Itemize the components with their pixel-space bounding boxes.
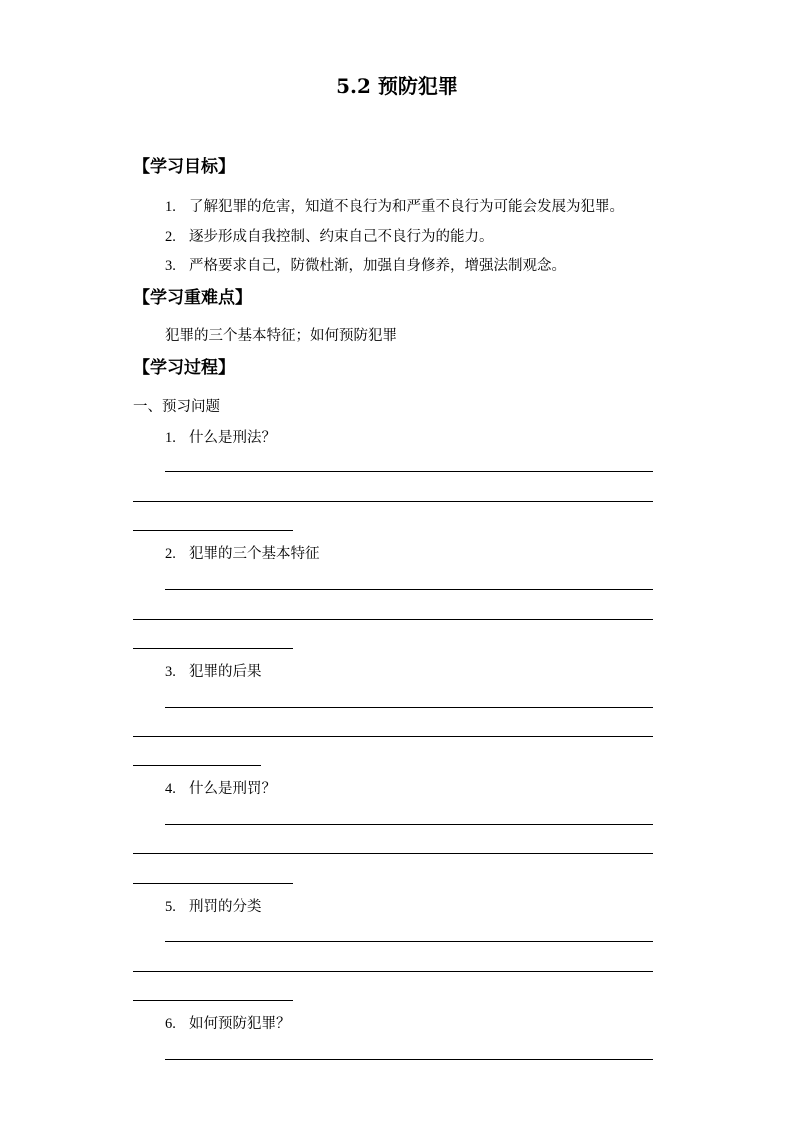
question-text: 刑罚的分类	[189, 899, 262, 915]
question-number: 6.	[165, 1016, 176, 1032]
answer-line[interactable]	[133, 530, 293, 531]
question-item	[165, 426, 276, 447]
question-item	[165, 1012, 291, 1033]
key-points-heading: 【学习重难点】	[133, 288, 252, 308]
answer-line[interactable]	[133, 619, 653, 620]
answer-line[interactable]	[133, 501, 653, 502]
objective-text: 逐步形成自我控制、约束自己不良行为的能力。	[189, 229, 494, 245]
answer-line[interactable]	[165, 941, 653, 942]
question-text: 什么是刑法？	[189, 430, 276, 446]
question-number: 2.	[165, 546, 176, 562]
objective-number: 3.	[165, 258, 176, 274]
process-heading: 【学习过程】	[133, 358, 235, 378]
answer-line[interactable]	[133, 883, 293, 884]
page-title: 5.2 预防犯罪	[336, 74, 458, 98]
question-item	[165, 660, 262, 681]
objective-item	[165, 254, 566, 275]
answer-line[interactable]	[165, 589, 653, 590]
key-points-text: 犯罪的三个基本特征；如何预防犯罪	[165, 328, 397, 344]
objective-number: 2.	[165, 229, 176, 245]
answer-line[interactable]	[133, 971, 653, 972]
objective-text: 了解犯罪的危害，知道不良行为和严重不良行为可能会发展为犯罪。	[189, 199, 624, 215]
question-item	[165, 777, 276, 798]
question-number: 5.	[165, 899, 176, 915]
answer-line[interactable]	[133, 1000, 293, 1001]
question-number: 1.	[165, 430, 176, 446]
answer-line[interactable]	[165, 1059, 653, 1060]
answer-line[interactable]	[133, 853, 653, 854]
objective-item	[165, 195, 624, 216]
objectives-heading: 【学习目标】	[133, 157, 235, 177]
question-item	[165, 895, 262, 916]
answer-line[interactable]	[165, 471, 653, 472]
answer-line[interactable]	[165, 824, 653, 825]
objective-text: 严格要求自己，防微杜渐，加强自身修养，增强法制观念。	[189, 258, 566, 274]
objective-number: 1.	[165, 199, 176, 215]
answer-line[interactable]	[133, 736, 653, 737]
question-number: 4.	[165, 781, 176, 797]
question-text: 犯罪的三个基本特征	[189, 546, 320, 562]
question-text: 犯罪的后果	[189, 664, 262, 680]
answer-line[interactable]	[133, 765, 261, 766]
section-label: 一、预习问题	[133, 399, 220, 415]
question-text: 如何预防犯罪？	[189, 1016, 291, 1032]
objective-item	[165, 225, 494, 246]
question-text: 什么是刑罚？	[189, 781, 276, 797]
question-item	[165, 542, 320, 563]
question-number: 3.	[165, 664, 176, 680]
answer-line[interactable]	[165, 707, 653, 708]
answer-line[interactable]	[133, 648, 293, 649]
